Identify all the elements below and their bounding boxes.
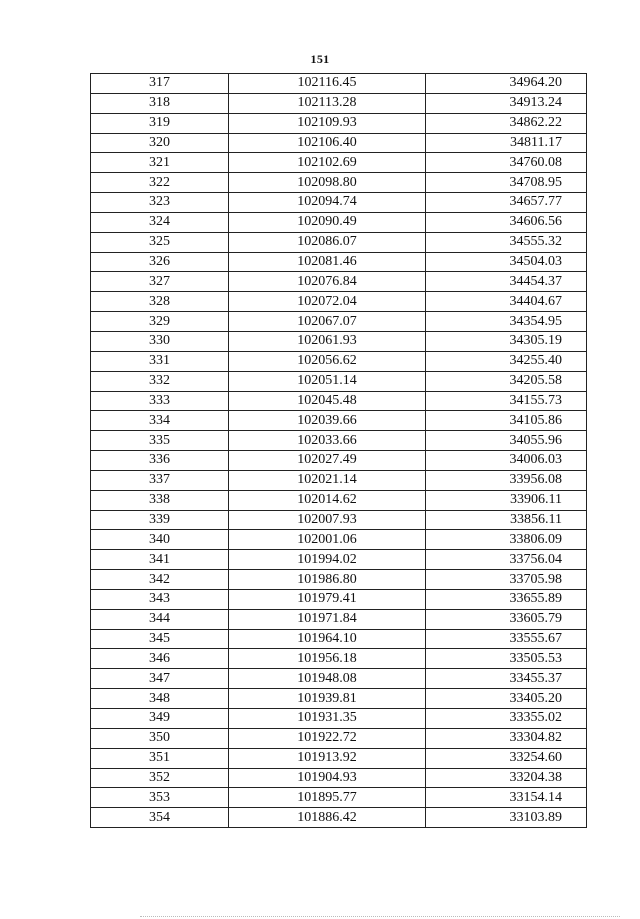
y-coordinate-cell: 34205.58 [426,371,587,391]
y-coordinate-cell: 33555.67 [426,629,587,649]
table-row [91,669,587,689]
table-row [91,351,587,371]
y-coordinate-cell: 34454.37 [426,272,587,292]
table-row [91,272,587,292]
table-row [91,331,587,351]
point-number-cell: 343 [91,589,229,609]
table-row [91,530,587,550]
point-number-cell: 328 [91,292,229,312]
y-coordinate-cell: 34555.32 [426,232,587,252]
point-number-cell: 327 [91,272,229,292]
point-number-cell: 326 [91,252,229,272]
y-coordinate-cell: 34006.03 [426,451,587,471]
y-coordinate-cell: 33655.89 [426,589,587,609]
point-number-cell: 339 [91,510,229,530]
point-number-cell: 336 [91,451,229,471]
y-coordinate-cell: 34708.95 [426,173,587,193]
point-number-cell: 351 [91,748,229,768]
y-coordinate-cell: 34760.08 [426,153,587,173]
y-coordinate-cell: 33505.53 [426,649,587,669]
table-row [91,113,587,133]
point-number-cell: 353 [91,788,229,808]
point-number-cell: 341 [91,550,229,570]
table-row [91,292,587,312]
y-coordinate-cell: 34255.40 [426,351,587,371]
point-number-cell: 349 [91,709,229,729]
table-row [91,411,587,431]
y-coordinate-cell: 33455.37 [426,669,587,689]
x-coordinate-cell: 101979.41 [229,589,426,609]
point-number-cell: 332 [91,371,229,391]
table-row [91,431,587,451]
x-coordinate-cell: 102072.04 [229,292,426,312]
table-row [91,689,587,709]
table-row [91,728,587,748]
x-coordinate-cell: 101895.77 [229,788,426,808]
table-row [91,490,587,510]
point-number-cell: 330 [91,331,229,351]
point-number-cell: 337 [91,470,229,490]
table-row [91,570,587,590]
point-number-cell: 321 [91,153,229,173]
x-coordinate-cell: 101922.72 [229,728,426,748]
y-coordinate-cell: 33806.09 [426,530,587,550]
point-number-cell: 335 [91,431,229,451]
table-row [91,609,587,629]
y-coordinate-cell: 33154.14 [426,788,587,808]
x-coordinate-cell: 102045.48 [229,391,426,411]
x-coordinate-cell: 102061.93 [229,331,426,351]
x-coordinate-cell: 102106.40 [229,133,426,153]
y-coordinate-cell: 33605.79 [426,609,587,629]
y-coordinate-cell: 34862.22 [426,113,587,133]
table-row [91,391,587,411]
table-row [91,173,587,193]
point-number-cell: 344 [91,609,229,629]
y-coordinate-cell: 33956.08 [426,470,587,490]
y-coordinate-cell: 33304.82 [426,728,587,748]
y-coordinate-cell: 33103.89 [426,808,587,828]
table-row [91,808,587,828]
x-coordinate-cell: 102027.49 [229,451,426,471]
y-coordinate-cell: 34105.86 [426,411,587,431]
page-number: 151 [310,52,330,66]
y-coordinate-cell: 34606.56 [426,212,587,232]
table-row [91,510,587,530]
point-number-cell: 329 [91,312,229,332]
x-coordinate-cell: 101948.08 [229,669,426,689]
x-coordinate-cell: 102076.84 [229,272,426,292]
point-number-cell: 345 [91,629,229,649]
point-number-cell: 352 [91,768,229,788]
point-number-cell: 340 [91,530,229,550]
y-coordinate-cell: 34305.19 [426,331,587,351]
table-row [91,193,587,213]
point-number-cell: 323 [91,193,229,213]
table-row [91,768,587,788]
y-coordinate-cell: 34504.03 [426,252,587,272]
point-number-cell: 347 [91,669,229,689]
x-coordinate-cell: 101913.92 [229,748,426,768]
table-row [91,371,587,391]
table-row [91,312,587,332]
point-number-cell: 334 [91,411,229,431]
table-row [91,153,587,173]
table-row [91,629,587,649]
point-number-cell: 338 [91,490,229,510]
y-coordinate-cell: 34657.77 [426,193,587,213]
point-number-cell: 319 [91,113,229,133]
table-row [91,748,587,768]
x-coordinate-cell: 102102.69 [229,153,426,173]
y-coordinate-cell: 33254.60 [426,748,587,768]
y-coordinate-cell: 34354.95 [426,312,587,332]
point-number-cell: 333 [91,391,229,411]
y-coordinate-cell: 34404.67 [426,292,587,312]
coordinate-table [90,73,587,828]
point-number-cell: 322 [91,173,229,193]
table-row [91,232,587,252]
y-coordinate-cell: 33705.98 [426,570,587,590]
point-number-cell: 317 [91,74,229,94]
x-coordinate-cell: 101931.35 [229,709,426,729]
table-row [91,470,587,490]
y-coordinate-cell: 34913.24 [426,93,587,113]
x-coordinate-cell: 101904.93 [229,768,426,788]
y-coordinate-cell: 33756.04 [426,550,587,570]
y-coordinate-cell: 34155.73 [426,391,587,411]
x-coordinate-cell: 101986.80 [229,570,426,590]
table-row [91,589,587,609]
table-row [91,133,587,153]
x-coordinate-cell: 101964.10 [229,629,426,649]
table-row [91,212,587,232]
y-coordinate-cell: 33906.11 [426,490,587,510]
x-coordinate-cell: 102081.46 [229,252,426,272]
table-row [91,709,587,729]
x-coordinate-cell: 101971.84 [229,609,426,629]
y-coordinate-cell: 34964.20 [426,74,587,94]
table-row [91,74,587,94]
y-coordinate-cell: 33856.11 [426,510,587,530]
table-row [91,451,587,471]
x-coordinate-cell: 102014.62 [229,490,426,510]
x-coordinate-cell: 102113.28 [229,93,426,113]
x-coordinate-cell: 102039.66 [229,411,426,431]
y-coordinate-cell: 34811.17 [426,133,587,153]
point-number-cell: 354 [91,808,229,828]
point-number-cell: 348 [91,689,229,709]
coordinate-table-body [91,74,587,828]
x-coordinate-cell: 102116.45 [229,74,426,94]
point-number-cell: 346 [91,649,229,669]
point-number-cell: 318 [91,93,229,113]
x-coordinate-cell: 102021.14 [229,470,426,490]
x-coordinate-cell: 102056.62 [229,351,426,371]
x-coordinate-cell: 102109.93 [229,113,426,133]
point-number-cell: 324 [91,212,229,232]
table-row [91,788,587,808]
y-coordinate-cell: 33405.20 [426,689,587,709]
x-coordinate-cell: 102001.06 [229,530,426,550]
table-row [91,649,587,669]
y-coordinate-cell: 34055.96 [426,431,587,451]
x-coordinate-cell: 101994.02 [229,550,426,570]
table-row [91,252,587,272]
table-row [91,550,587,570]
x-coordinate-cell: 102067.07 [229,312,426,332]
x-coordinate-cell: 101939.81 [229,689,426,709]
bottom-scan-line [140,916,620,917]
point-number-cell: 331 [91,351,229,371]
point-number-cell: 325 [91,232,229,252]
x-coordinate-cell: 102094.74 [229,193,426,213]
x-coordinate-cell: 102098.80 [229,173,426,193]
x-coordinate-cell: 101886.42 [229,808,426,828]
point-number-cell: 350 [91,728,229,748]
x-coordinate-cell: 102051.14 [229,371,426,391]
y-coordinate-cell: 33204.38 [426,768,587,788]
y-coordinate-cell: 33355.02 [426,709,587,729]
x-coordinate-cell: 102090.49 [229,212,426,232]
x-coordinate-cell: 102007.93 [229,510,426,530]
table-row [91,93,587,113]
x-coordinate-cell: 102086.07 [229,232,426,252]
x-coordinate-cell: 101956.18 [229,649,426,669]
point-number-cell: 320 [91,133,229,153]
x-coordinate-cell: 102033.66 [229,431,426,451]
point-number-cell: 342 [91,570,229,590]
